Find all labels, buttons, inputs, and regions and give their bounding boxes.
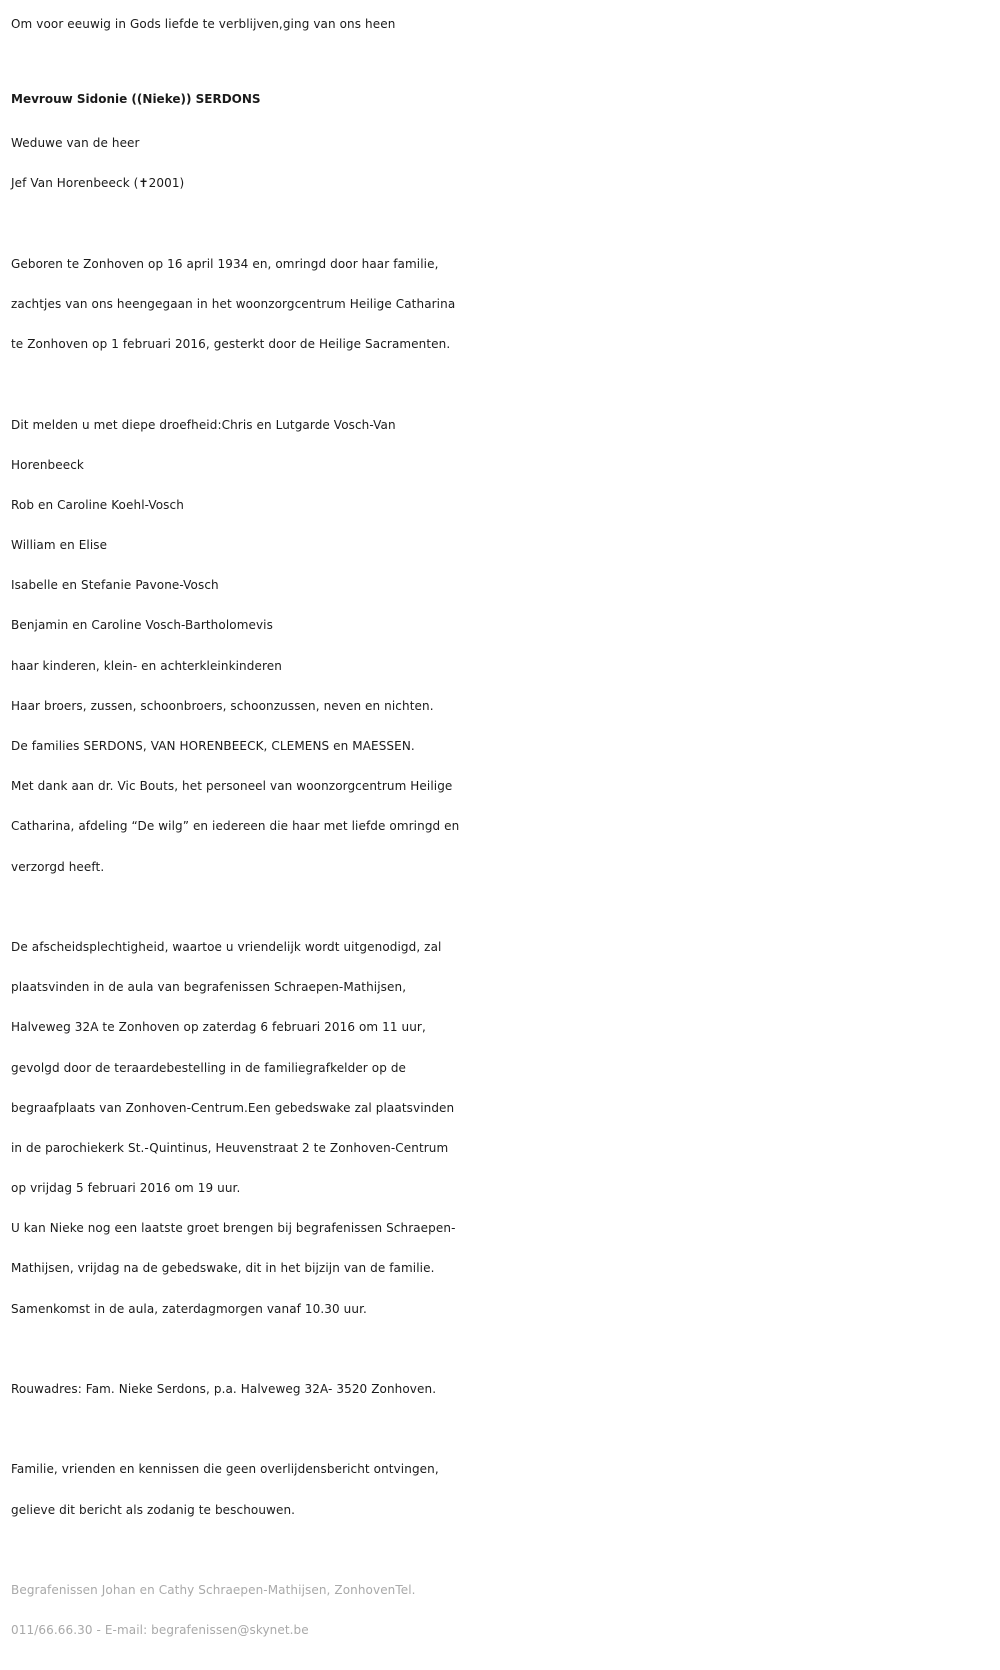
family-section xyxy=(11,405,991,887)
ceremony-line: begraafplaats van Zonhoven-Centrum.Een gebedswake zal plaatsvinden xyxy=(11,1100,455,1115)
family-line: Met dank aan dr. Vic Bouts, het personeel van woonzorgcentrum Heilige xyxy=(11,779,453,794)
family-line: Benjamin en Caroline Vosch-Bartholomevis xyxy=(11,618,273,633)
ceremony-line: op vrijdag 5 februari 2016 om 19 uur. xyxy=(11,1181,241,1196)
family-line: William en Elise xyxy=(11,538,108,553)
footer-line: Begrafenissen Johan en Cathy Schraepen-Mathijsen, ZonhovenTel. xyxy=(11,1582,416,1597)
mourning-address: Rouwadres: Fam. Nieke Serdons, p.a. Halveweg 32A- 3520 Zonhoven. xyxy=(11,1382,437,1396)
ceremony-line: plaatsvinden in de aula van begrafenissen Schraepen-Mathijsen, xyxy=(11,980,407,995)
widow-section xyxy=(11,123,991,203)
ceremony-line: Halveweg 32A te Zonhoven op zaterdag 6 februari 2016 om 11 uur, xyxy=(11,1020,426,1035)
family-line: Catharina, afdeling “De wilg” en iedereen die haar met liefde omringd en xyxy=(11,819,460,834)
birth-death-line: te Zonhoven op 1 februari 2016, gesterkt door de Heilige Sacramenten. xyxy=(11,337,451,352)
ceremony-line: Samenkomst in de aula, zaterdagmorgen vanaf 10.30 uur. xyxy=(11,1301,367,1316)
footer-line: 011/66.66.30 - E-mail: begrafenissen@skynet.be xyxy=(11,1623,309,1638)
birth-death-section xyxy=(11,244,991,365)
widow-line: Weduwe van de heer xyxy=(11,136,140,151)
ceremony-line: gevolgd door de teraardebestelling in de familiegrafkelder op de xyxy=(11,1060,407,1075)
ceremony-line: in de parochiekerk St.-Quintinus, Heuvenstraat 2 te Zonhoven-Centrum xyxy=(11,1140,449,1155)
funeral-home-footer xyxy=(11,1570,991,1650)
closing-line: Familie, vrienden en kennissen die geen overlijdensbericht ontvingen, xyxy=(11,1462,439,1477)
ceremony-line: Mathijsen, vrijdag na de gebedswake, dit in het bijzijn van de familie. xyxy=(11,1261,435,1276)
widow-line: Jef Van Horenbeeck (✝2001) xyxy=(11,176,185,191)
ceremony-line: U kan Nieke nog een laatste groet brengen bij begrafenissen Schraepen- xyxy=(11,1221,456,1236)
ceremony-section xyxy=(11,927,991,1329)
obituary-notice xyxy=(11,0,991,1650)
family-line: haar kinderen, klein- en achterkleinkinderen xyxy=(11,658,282,673)
birth-death-line: Geboren te Zonhoven op 16 april 1934 en, omringd door haar familie, xyxy=(11,256,439,271)
family-line: Rob en Caroline Koehl-Vosch xyxy=(11,497,184,512)
intro-text: Om voor eeuwig in Gods liefde te verblijven,ging van ons heen xyxy=(11,17,396,31)
family-line: Dit melden u met diepe droefheid:Chris en Lutgarde Vosch-Van xyxy=(11,417,396,432)
family-line: Isabelle en Stefanie Pavone-Vosch xyxy=(11,578,219,593)
closing-line: gelieve dit bericht als zodanig te beschouwen. xyxy=(11,1502,296,1517)
family-line: De families SERDONS, VAN HORENBEECK, CLEMENS en MAESSEN. xyxy=(11,739,415,753)
birth-death-line: zachtjes van ons heengegaan in het woonzorgcentrum Heilige Catharina xyxy=(11,296,456,311)
ceremony-line: De afscheidsplechtigheid, waartoe u vriendelijk wordt uitgenodigd, zal xyxy=(11,939,442,954)
family-line: verzorgd heeft. xyxy=(11,859,105,874)
closing-section xyxy=(11,1449,991,1529)
deceased-name: Mevrouw Sidonie ((Nieke)) SERDONS xyxy=(11,92,261,107)
family-line: Haar broers, zussen, schoonbroers, schoonzussen, neven en nichten. xyxy=(11,698,434,713)
family-line: Horenbeeck xyxy=(11,457,84,472)
